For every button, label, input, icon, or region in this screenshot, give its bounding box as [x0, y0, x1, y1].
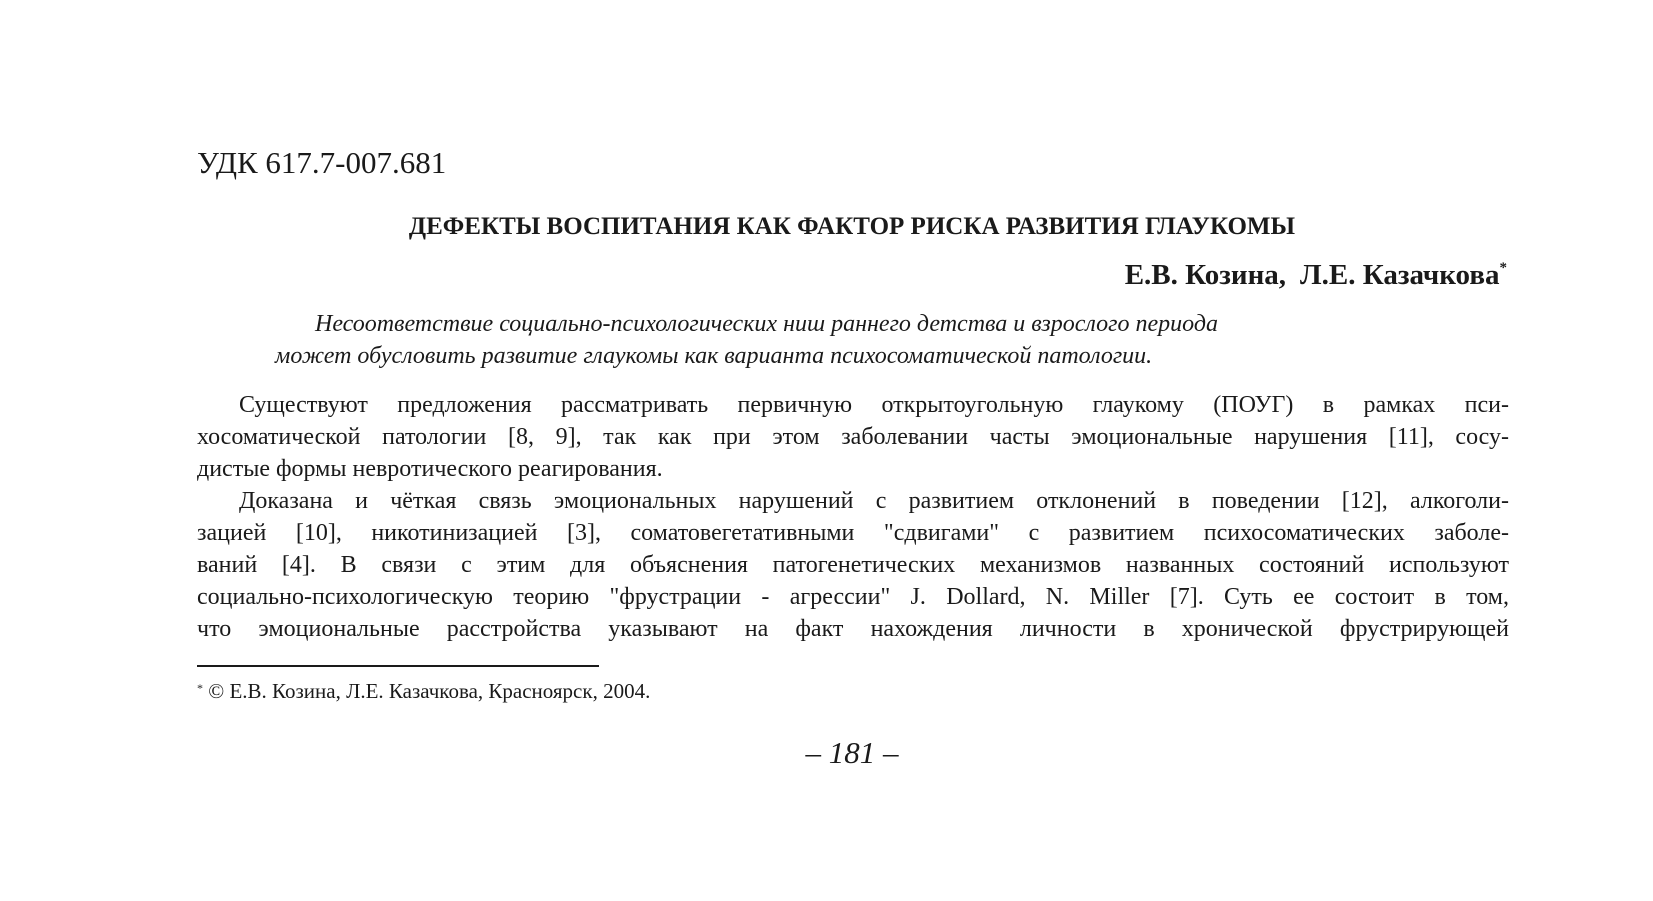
footnote — [197, 678, 650, 707]
text-line: хосоматической патологии [8, 9], так как при этом заболевании часты эмоциональные нарушения [11], сосу- — [197, 424, 1509, 450]
text-line: социально-психологическую теорию "фрустрации - агрессии" J. Dollard, N. Miller [7]. Суть ее состоит в том, — [197, 584, 1509, 610]
author-footnote-mark: * — [1499, 260, 1507, 276]
paragraph-1 — [197, 389, 1509, 485]
paragraph-2 — [197, 485, 1509, 645]
footnote-text: © Е.В. Козина, Л.Е. Казачкова, Красноярск, 2004. — [208, 679, 651, 703]
page-number: – 181 – — [805, 735, 899, 770]
footnote-mark: * — [197, 681, 203, 695]
text-line: Существуют предложения рассматривать первичную открытоугольную глаукому (ПОУГ) в рамках пси- — [239, 392, 1509, 418]
text-line: Доказана и чёткая связь эмоциональных нарушений с развитием отклонений в поведении [12], алкоголи- — [239, 488, 1509, 514]
text-line: что эмоциональные расстройства указывают на факт нахождения личности в хронической фрустрирующей — [197, 616, 1509, 642]
abstract — [275, 308, 1218, 372]
body-text — [197, 389, 1509, 645]
article-title: ДЕФЕКТЫ ВОСПИТАНИЯ КАК ФАКТОР РИСКА РАЗВИТИЯ ГЛАУКОМЫ — [408, 213, 1296, 240]
abstract-line: может обусловить развитие глаукомы как варианта психосоматической патологии. — [275, 343, 1153, 369]
footnote-divider — [197, 665, 599, 667]
author-kazachkova: Л.Е. Казачкова — [1300, 259, 1500, 291]
text-line: дистые формы невротического реагирования. — [197, 456, 663, 482]
author-kozina: Е.В. Козина, — [1124, 259, 1287, 291]
text-line: зацией [10], никотинизацией [3], соматовегетативными "сдвигами" с развитием психосоматических заболе- — [197, 520, 1509, 546]
udc-code: УДК 617.7-007.681 — [197, 145, 447, 180]
text-line: ваний [4]. В связи с этим для объяснения патогенетических механизмов названных состояний используют — [197, 552, 1509, 578]
abstract-line: Несоответствие социально-психологических ниш раннего детства и взрослого периода — [315, 311, 1218, 337]
authors — [197, 258, 1507, 292]
